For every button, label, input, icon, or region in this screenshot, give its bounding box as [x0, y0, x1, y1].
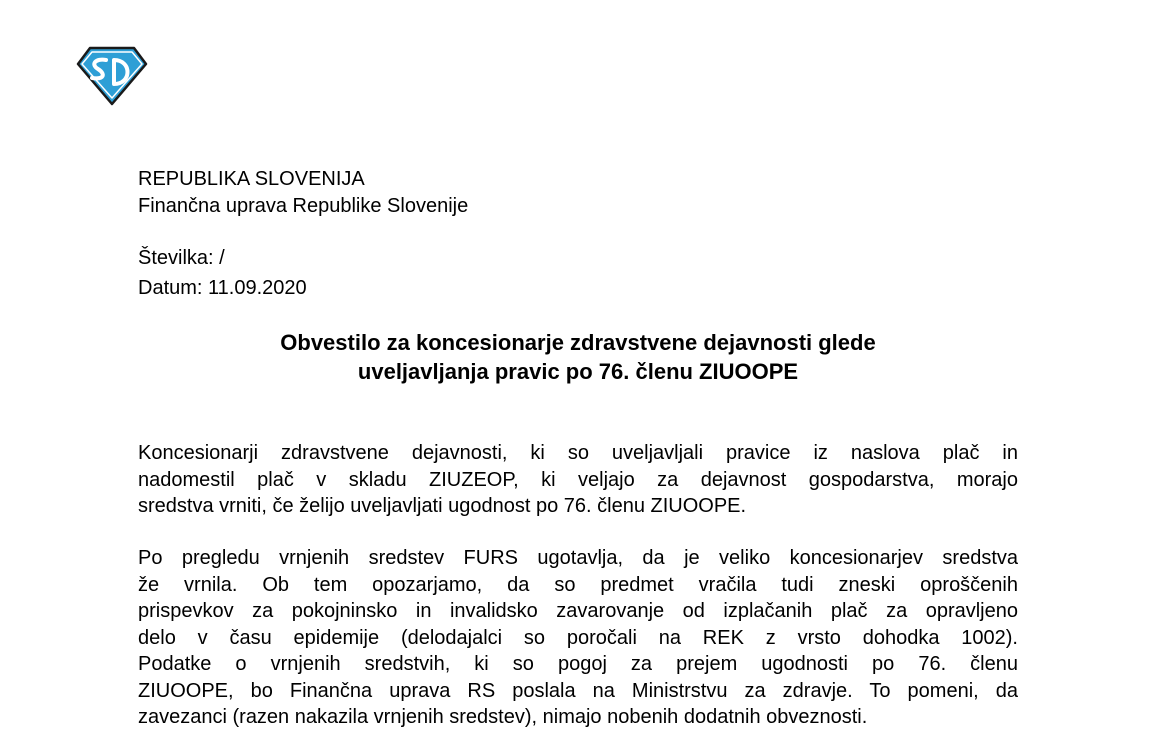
paragraph-1 — [138, 440, 1018, 520]
document-title-line: uveljavljanja pravic po 76. členu ZIUOOPE — [357, 359, 799, 384]
paragraph-line: nadomestil plač v skladu ZIUZEOP, ki veljajo za dejavnost gospodarstva, morajo — [138, 468, 1018, 491]
document-date-value: 11.09.2020 — [208, 277, 307, 299]
document-meta — [138, 243, 307, 303]
paragraph-line: prispevkov za pokojninsko in invalidsko zavarovanje od izplačanih plač za opravljeno — [138, 600, 1018, 622]
document-title — [138, 328, 1018, 386]
document-title-line: Obvestilo za koncesionarje zdravstvene dejavnosti glede — [280, 330, 876, 355]
paragraph-line: že vrnila. Ob tem opozarjamo, da so predmet vračila tudi zneski oproščenih — [138, 573, 1018, 596]
paragraph-line: Koncesionarji zdravstvene dejavnosti, ki so uveljavljali pravice iz naslova plač in — [138, 442, 1018, 464]
paragraph-line: Podatke o vrnjenih sredstvih, ki so pogoj za prejem ugodnosti po 76. členu — [138, 653, 1018, 675]
document-number-value: / — [219, 247, 225, 269]
paragraph-line: sredstva vrniti, če želijo uveljavljati ugodnost po 76. členu ZIUOOPE. — [138, 495, 747, 517]
paragraph-line: Po pregledu vrnjenih sredstev FURS ugotavlja, da je veliko koncesionarjev sredstva — [138, 547, 1018, 569]
document-date-label: Datum: — [138, 277, 203, 299]
issuer-agency: Finančna uprava Republike Slovenije — [138, 195, 469, 217]
document-number-label: Številka: — [138, 247, 214, 269]
paragraph-line: ZIUOOPE, bo Finančna uprava RS poslala na Ministrstvu za zdravje. To pomeni, da — [138, 679, 1018, 702]
issuer-country: REPUBLIKA SLOVENIJA — [138, 168, 365, 190]
shield-logo-icon — [76, 46, 148, 106]
document-date — [138, 273, 307, 303]
issuer-header — [138, 166, 468, 220]
paragraph-line: delo v času epidemije (delodajalci so poročali na REK z vrsto dohodka 1002). — [138, 626, 1018, 649]
paragraph-line: zavezanci (razen nakazila vrnjenih sredstev), nimajo nobenih dodatnih obveznosti. — [138, 706, 868, 728]
paragraph-2 — [138, 545, 1018, 731]
document-number — [138, 243, 307, 273]
